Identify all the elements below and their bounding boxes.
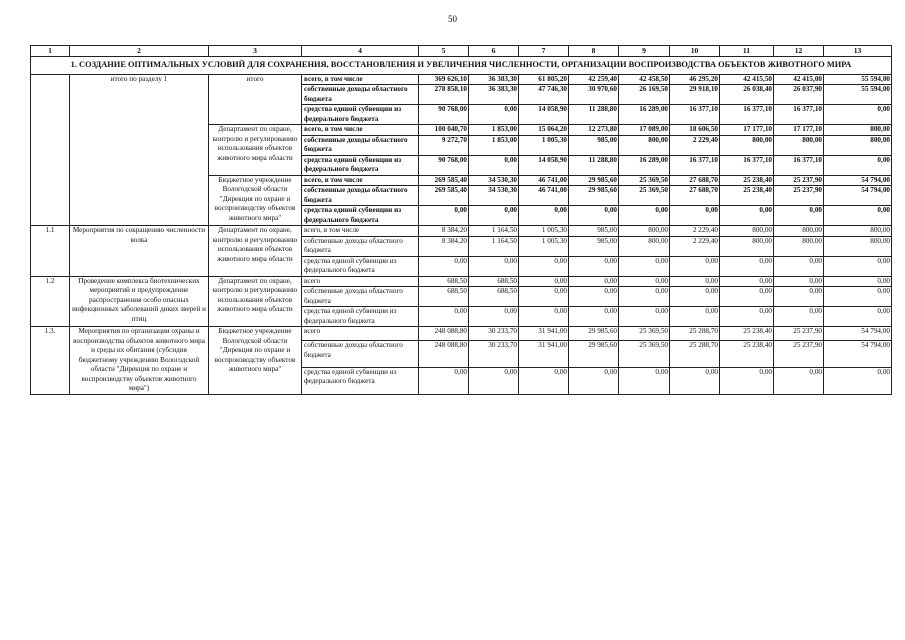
item-number: 1.3. — [31, 327, 70, 395]
funding-source: средства единой субвенции из федерального бюджета — [302, 256, 419, 276]
amount-cell: 0,00 — [774, 307, 824, 327]
amount-cell: 25 238,40 — [720, 341, 774, 368]
amount-cell: 42 415,00 — [774, 74, 824, 85]
amount-cell: 1 005,30 — [519, 226, 569, 237]
amount-cell: 2 229,40 — [670, 226, 720, 237]
amount-cell: 25 369,50 — [619, 327, 670, 341]
amount-cell: 25 369,50 — [619, 186, 670, 206]
activity-name: Мероприятия по сокращению численности волка — [70, 226, 209, 277]
amount-cell: 0,00 — [720, 206, 774, 226]
amount-cell: 30 970,60 — [569, 85, 619, 105]
table-row — [31, 74, 892, 85]
funding-source: всего, в том числе — [302, 175, 419, 186]
amount-cell: 17 177,10 — [720, 125, 774, 136]
amount-cell: 25 288,70 — [670, 327, 720, 341]
column-number-12: 12 — [774, 46, 824, 57]
amount-cell: 0,00 — [670, 287, 720, 307]
amount-cell: 800,00 — [824, 226, 892, 237]
executor-name: Департамент по охране, контролю и регулированию использования объектов животного мира области — [209, 276, 302, 327]
amount-cell: 269 585,40 — [419, 186, 469, 206]
amount-cell: 0,00 — [774, 367, 824, 394]
table-row — [31, 327, 892, 341]
amount-cell: 30 233,70 — [469, 327, 519, 341]
amount-cell: 985,00 — [569, 236, 619, 256]
amount-cell: 25 238,40 — [720, 327, 774, 341]
funding-source: средства единой субвенции из федерального бюджета — [302, 105, 419, 125]
amount-cell: 688,50 — [469, 287, 519, 307]
amount-cell: 0,00 — [774, 276, 824, 287]
amount-cell: 26 169,50 — [619, 85, 670, 105]
amount-cell: 16 377,10 — [774, 105, 824, 125]
amount-cell: 688,50 — [419, 287, 469, 307]
amount-cell: 800,00 — [720, 236, 774, 256]
amount-cell: 26 038,40 — [720, 85, 774, 105]
amount-cell: 29 985,60 — [569, 186, 619, 206]
funding-source: средства единой субвенции из федерального бюджета — [302, 206, 419, 226]
amount-cell: 1 005,30 — [519, 236, 569, 256]
amount-cell: 0,00 — [670, 276, 720, 287]
amount-cell: 47 746,30 — [519, 85, 569, 105]
funding-source: собственные доходы областного бюджета — [302, 236, 419, 256]
amount-cell: 12 273,80 — [569, 125, 619, 136]
amount-cell: 55 594,00 — [824, 85, 892, 105]
amount-cell: 0,00 — [824, 287, 892, 307]
amount-cell: 0,00 — [469, 367, 519, 394]
budget-table — [30, 45, 892, 395]
amount-cell: 0,00 — [469, 105, 519, 125]
amount-cell: 46 741,00 — [519, 186, 569, 206]
amount-cell: 16 377,10 — [774, 155, 824, 175]
amount-cell: 17 177,10 — [774, 125, 824, 136]
amount-cell: 16 377,10 — [720, 155, 774, 175]
amount-cell: 0,00 — [824, 276, 892, 287]
amount-cell: 1 005,30 — [519, 135, 569, 155]
column-number-9: 9 — [619, 46, 670, 57]
amount-cell: 9 272,70 — [419, 135, 469, 155]
amount-cell: 14 058,90 — [519, 155, 569, 175]
executor-name: Департамент по охране, контролю и регулированию использования объектов животного мира области — [209, 226, 302, 277]
amount-cell: 800,00 — [619, 135, 670, 155]
amount-cell: 26 037,90 — [774, 85, 824, 105]
amount-cell: 269 585,40 — [419, 175, 469, 186]
amount-cell: 1 164,50 — [469, 226, 519, 237]
amount-cell: 800,00 — [619, 226, 670, 237]
amount-cell: 0,00 — [569, 256, 619, 276]
amount-cell: 278 858,10 — [419, 85, 469, 105]
amount-cell: 100 040,70 — [419, 125, 469, 136]
column-number-3: 3 — [209, 46, 302, 57]
amount-cell: 15 064,20 — [519, 125, 569, 136]
amount-cell: 2 229,40 — [670, 135, 720, 155]
column-number-5: 5 — [419, 46, 469, 57]
amount-cell: 29 985,60 — [569, 327, 619, 341]
amount-cell: 0,00 — [670, 206, 720, 226]
amount-cell: 16 377,10 — [670, 105, 720, 125]
activity-name: Проведение комплекса биотехнических мероприятий и предупреждение распространения особо опасных инфекционных заболеваний диких зверей и птиц — [70, 276, 209, 327]
amount-cell: 800,00 — [619, 236, 670, 256]
amount-cell: 0,00 — [419, 367, 469, 394]
amount-cell: 29 985,60 — [569, 341, 619, 368]
column-number-8: 8 — [569, 46, 619, 57]
amount-cell: 16 289,00 — [619, 155, 670, 175]
amount-cell: 800,00 — [774, 135, 824, 155]
amount-cell: 248 088,80 — [419, 341, 469, 368]
amount-cell: 36 383,30 — [469, 85, 519, 105]
amount-cell: 0,00 — [670, 367, 720, 394]
funding-source: всего, в том числе — [302, 226, 419, 237]
amount-cell: 0,00 — [569, 367, 619, 394]
amount-cell: 0,00 — [519, 287, 569, 307]
amount-cell: 0,00 — [774, 287, 824, 307]
column-number-6: 6 — [469, 46, 519, 57]
funding-source: собственные доходы областного бюджета — [302, 135, 419, 155]
amount-cell: 14 058,90 — [519, 105, 569, 125]
funding-source: собственные доходы областного бюджета — [302, 341, 419, 368]
page-number: 50 — [448, 14, 457, 24]
table-row — [31, 226, 892, 237]
amount-cell: 54 794,00 — [824, 175, 892, 186]
column-number-13: 13 — [824, 46, 892, 57]
executor-name: итого — [209, 74, 302, 125]
amount-cell: 800,00 — [774, 226, 824, 237]
amount-cell: 0,00 — [824, 155, 892, 175]
amount-cell: 0,00 — [569, 287, 619, 307]
column-number-7: 7 — [519, 46, 569, 57]
executor-name: Департамент по охране, контролю и регулированию использования объектов животного мира области — [209, 125, 302, 176]
amount-cell: 0,00 — [619, 206, 670, 226]
amount-cell: 0,00 — [469, 155, 519, 175]
amount-cell: 27 688,70 — [670, 186, 720, 206]
amount-cell: 90 768,00 — [419, 105, 469, 125]
amount-cell: 985,00 — [569, 135, 619, 155]
amount-cell: 0,00 — [519, 206, 569, 226]
amount-cell: 0,00 — [720, 367, 774, 394]
column-number-2: 2 — [70, 46, 209, 57]
amount-cell: 61 805,20 — [519, 74, 569, 85]
amount-cell: 16 377,10 — [720, 105, 774, 125]
amount-cell: 17 089,00 — [619, 125, 670, 136]
amount-cell: 55 594,00 — [824, 74, 892, 85]
amount-cell: 1 853,00 — [469, 125, 519, 136]
amount-cell: 30 233,70 — [469, 341, 519, 368]
amount-cell: 25 369,50 — [619, 175, 670, 186]
amount-cell: 0,00 — [569, 307, 619, 327]
amount-cell: 1 164,50 — [469, 236, 519, 256]
amount-cell: 0,00 — [519, 367, 569, 394]
amount-cell: 54 794,00 — [824, 186, 892, 206]
column-number-11: 11 — [720, 46, 774, 57]
amount-cell: 0,00 — [419, 307, 469, 327]
amount-cell: 25 237,90 — [774, 341, 824, 368]
funding-source: всего, в том числе — [302, 74, 419, 85]
funding-source: средства единой субвенции из федерального бюджета — [302, 307, 419, 327]
amount-cell: 0,00 — [824, 307, 892, 327]
amount-cell: 25 237,90 — [774, 327, 824, 341]
amount-cell: 29 918,10 — [670, 85, 720, 105]
amount-cell: 0,00 — [569, 206, 619, 226]
amount-cell: 25 238,40 — [720, 186, 774, 206]
executor-name: Бюджетное учреждение Вологодской области "Дирекция по охране и воспроизводству объектов животного мира" — [209, 175, 302, 226]
amount-cell: 800,00 — [824, 125, 892, 136]
amount-cell: 54 794,00 — [824, 341, 892, 368]
amount-cell: 11 288,80 — [569, 105, 619, 125]
amount-cell: 0,00 — [519, 256, 569, 276]
amount-cell: 800,00 — [774, 236, 824, 256]
amount-cell: 46 295,20 — [670, 74, 720, 85]
amount-cell: 31 941,00 — [519, 341, 569, 368]
amount-cell: 688,50 — [469, 276, 519, 287]
amount-cell: 0,00 — [774, 206, 824, 226]
amount-cell: 2 229,40 — [670, 236, 720, 256]
amount-cell: 800,00 — [824, 135, 892, 155]
amount-cell: 0,00 — [619, 287, 670, 307]
section-title: 1. СОЗДАНИЕ ОПТИМАЛЬНЫХ УСЛОВИЙ ДЛЯ СОХРАНЕНИЯ, ВОССТАНОВЛЕНИЯ И УВЕЛИЧЕНИЯ ЧИСЛЕННОСТИ, ОРГАНИЗАЦИИ ВОСПРОИЗВОДСТВА ОБЪЕКТОВ ЖИВОТНОГО МИРА — [31, 57, 892, 75]
column-number-10: 10 — [670, 46, 720, 57]
amount-cell: 42 415,50 — [720, 74, 774, 85]
amount-cell: 46 741,00 — [519, 175, 569, 186]
amount-cell: 16 377,10 — [670, 155, 720, 175]
item-number: 1.1 — [31, 226, 70, 277]
amount-cell: 0,00 — [619, 276, 670, 287]
column-number-4: 4 — [302, 46, 419, 57]
amount-cell: 0,00 — [824, 256, 892, 276]
amount-cell: 0,00 — [569, 276, 619, 287]
funding-source: всего — [302, 276, 419, 287]
item-number: 1.2 — [31, 276, 70, 327]
amount-cell: 0,00 — [469, 307, 519, 327]
amount-cell: 25 369,50 — [619, 341, 670, 368]
funding-source: собственные доходы областного бюджета — [302, 186, 419, 206]
amount-cell: 0,00 — [469, 256, 519, 276]
amount-cell: 54 794,00 — [824, 327, 892, 341]
amount-cell: 8 384,20 — [419, 226, 469, 237]
amount-cell: 0,00 — [774, 256, 824, 276]
item-number — [31, 74, 70, 226]
amount-cell: 0,00 — [720, 276, 774, 287]
funding-source: средства единой субвенции из федерального бюджета — [302, 155, 419, 175]
amount-cell: 0,00 — [824, 367, 892, 394]
executor-name: Бюджетное учреждение Вологодской области "Дирекция по охране и воспроизводству объектов животного мира" — [209, 327, 302, 395]
amount-cell: 8 384,20 — [419, 236, 469, 256]
amount-cell: 16 289,00 — [619, 105, 670, 125]
amount-cell: 0,00 — [824, 206, 892, 226]
amount-cell: 0,00 — [720, 307, 774, 327]
amount-cell: 0,00 — [720, 287, 774, 307]
amount-cell: 248 088,80 — [419, 327, 469, 341]
amount-cell: 25 238,40 — [720, 175, 774, 186]
amount-cell: 0,00 — [419, 206, 469, 226]
amount-cell: 31 941,00 — [519, 327, 569, 341]
amount-cell: 369 626,10 — [419, 74, 469, 85]
amount-cell: 36 383,30 — [469, 74, 519, 85]
amount-cell: 1 853,00 — [469, 135, 519, 155]
column-number-1: 1 — [31, 46, 70, 57]
amount-cell: 0,00 — [469, 206, 519, 226]
amount-cell: 800,00 — [720, 135, 774, 155]
table-row — [31, 276, 892, 287]
funding-source: всего — [302, 327, 419, 341]
amount-cell: 29 985,60 — [569, 175, 619, 186]
amount-cell: 25 237,90 — [774, 175, 824, 186]
amount-cell: 11 288,80 — [569, 155, 619, 175]
column-number-row — [31, 46, 892, 57]
amount-cell: 688,50 — [419, 276, 469, 287]
amount-cell: 25 288,70 — [670, 341, 720, 368]
amount-cell: 18 606,50 — [670, 125, 720, 136]
section-title-row — [31, 57, 892, 75]
amount-cell: 0,00 — [619, 256, 670, 276]
activity-name: итого по разделу 1 — [70, 74, 209, 226]
funding-source: собственные доходы областного бюджета — [302, 85, 419, 105]
amount-cell: 0,00 — [670, 256, 720, 276]
amount-cell: 0,00 — [619, 307, 670, 327]
amount-cell: 800,00 — [720, 226, 774, 237]
amount-cell: 0,00 — [670, 307, 720, 327]
amount-cell: 0,00 — [519, 276, 569, 287]
amount-cell: 42 259,40 — [569, 74, 619, 85]
funding-source: собственные доходы областного бюджета — [302, 287, 419, 307]
amount-cell: 0,00 — [519, 307, 569, 327]
amount-cell: 0,00 — [419, 256, 469, 276]
activity-name: Мероприятия по организации охраны и воспроизводства объектов животного мира и среды их обитания (субсидия бюджетному учреждению Вологодской области "Дирекция по охране и воспроизводству объектов животного мира") — [70, 327, 209, 395]
amount-cell: 34 530,30 — [469, 175, 519, 186]
amount-cell: 27 688,70 — [670, 175, 720, 186]
amount-cell: 90 768,00 — [419, 155, 469, 175]
amount-cell: 25 237,90 — [774, 186, 824, 206]
amount-cell: 42 458,50 — [619, 74, 670, 85]
funding-source: всего, в том числе — [302, 125, 419, 136]
amount-cell: 0,00 — [824, 105, 892, 125]
amount-cell: 985,00 — [569, 226, 619, 237]
amount-cell: 800,00 — [824, 236, 892, 256]
funding-source: средства единой субвенции из федерального бюджета — [302, 367, 419, 394]
amount-cell: 34 530,30 — [469, 186, 519, 206]
amount-cell: 0,00 — [720, 256, 774, 276]
amount-cell: 0,00 — [619, 367, 670, 394]
